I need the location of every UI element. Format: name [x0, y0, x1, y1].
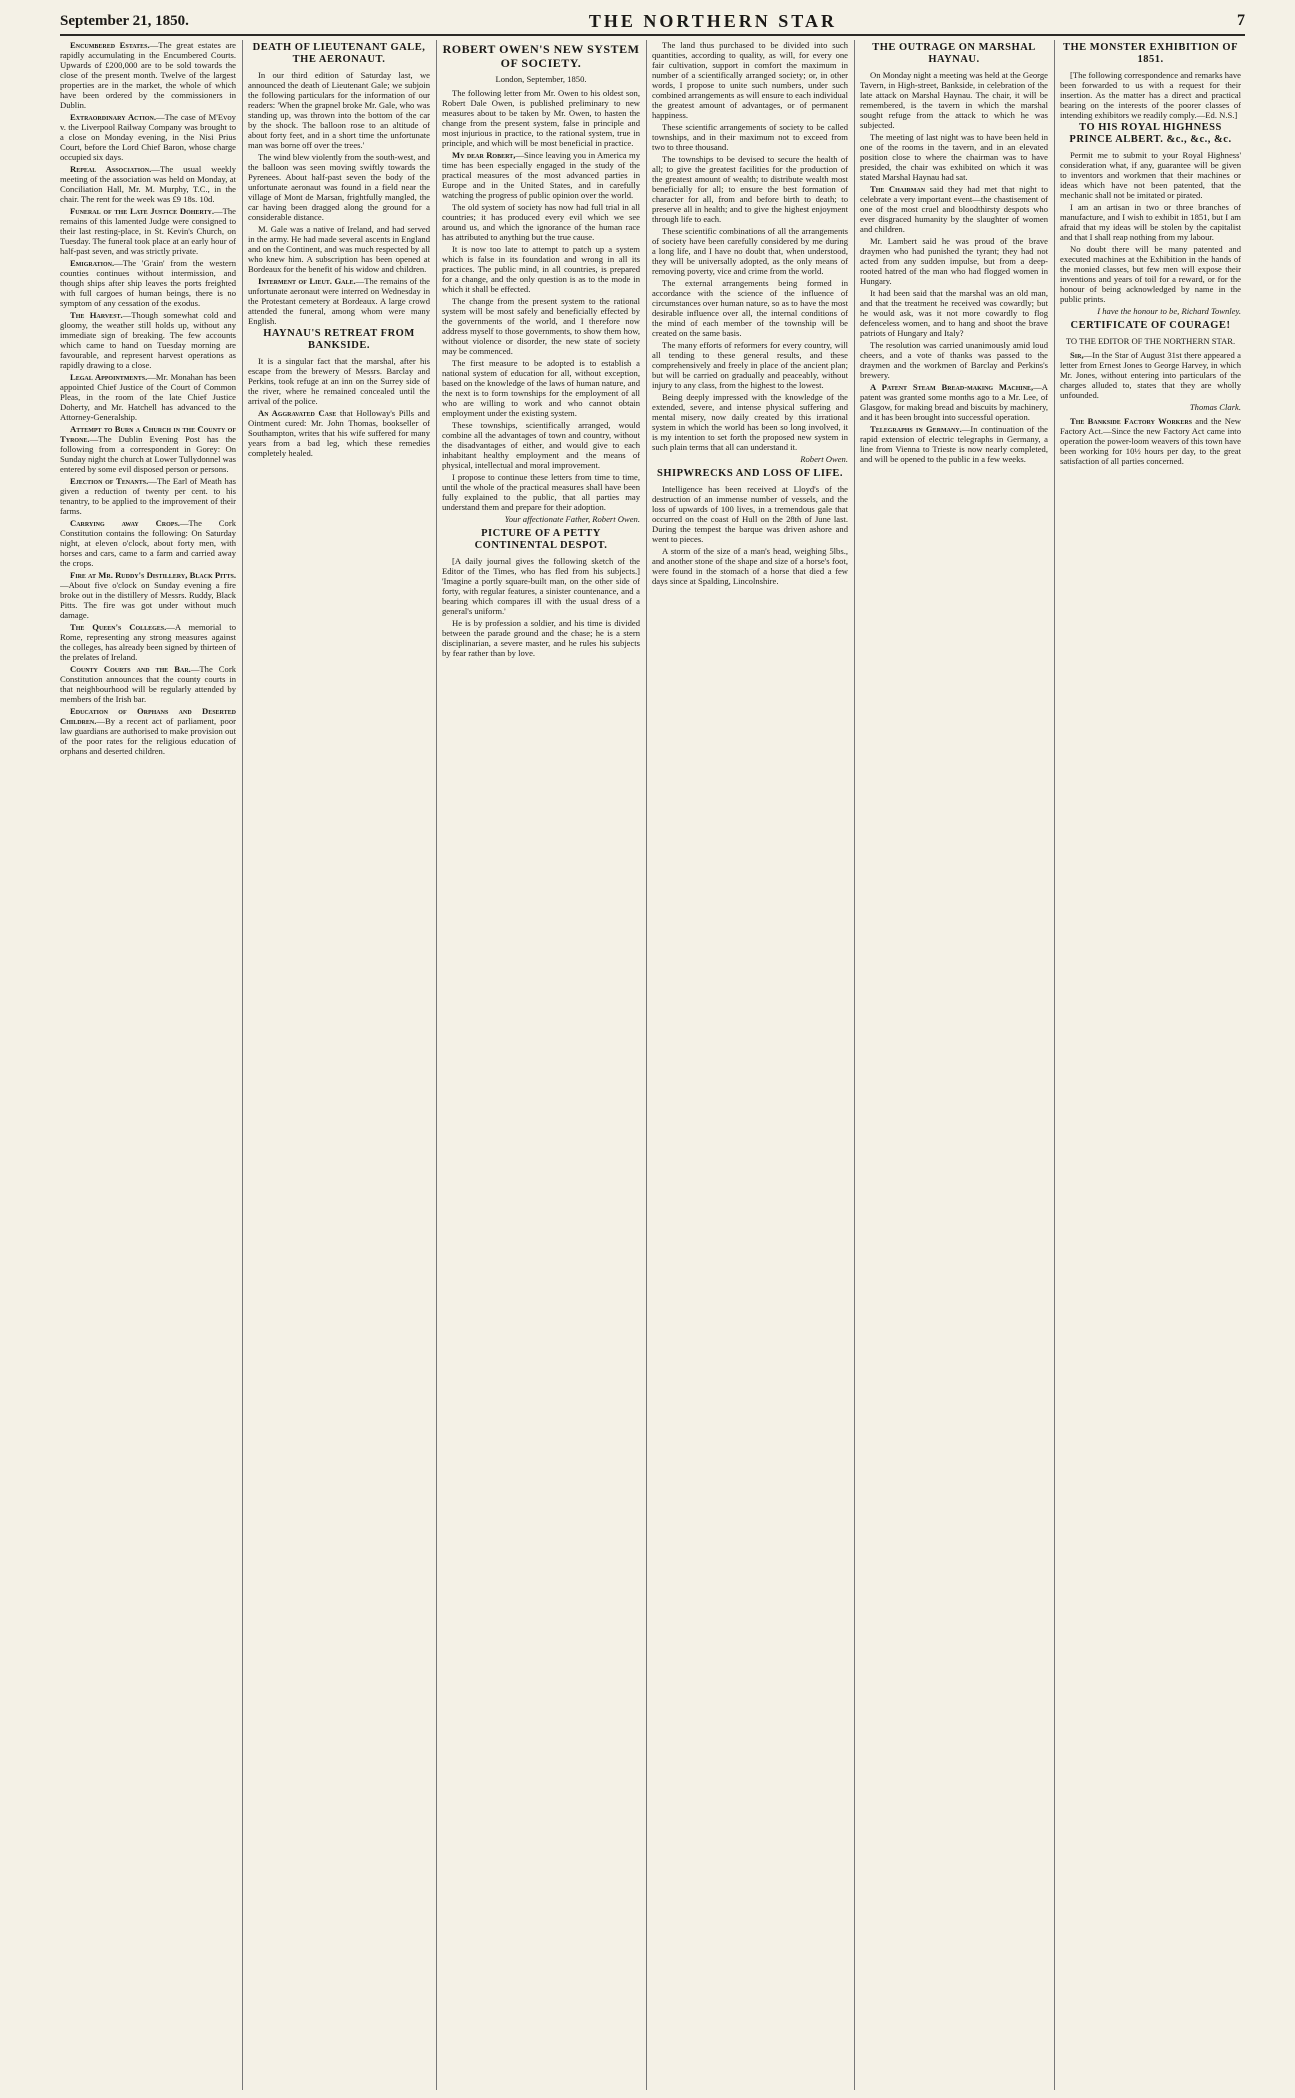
paragraph-text: —Though somewhat cold and gloomy, the weather still holds up, without any immediate sign of breaking. The few accounts which came to hand on Tuesday morning are favourable, and represent harvest operations as rapidly drawing to a close.	[60, 310, 237, 370]
article-paragraph	[442, 202, 640, 242]
article-paragraph	[60, 518, 236, 568]
paragraph-text: I propose to continue these letters from time to time, until the whole of the practical measures shall have been fully explained to the public, that all parties may understand them and prepare for their adoption.	[442, 472, 640, 512]
paragraph-text: The wind blew violently from the south-west, and the balloon was seen moving swiftly towards the Pyrenees. About half-past seven the body of the unfortunate aeronaut was found in a field near the village of Mont de Marsan, frightfully mangled, the car having been dragged along the ground for a considerable distance.	[248, 152, 430, 222]
column-1	[60, 40, 240, 2090]
article-paragraph	[442, 556, 640, 616]
article-signature: Your affectionate Father, Robert Owen.	[504, 514, 640, 524]
article-signature: Thomas Clark.	[1189, 402, 1241, 412]
paragraph-text: It had been said that the marshal was an old man, and that the treatment he received was cowardly; but he would ask, was it not more cowardly to flog defenceless women, and to hang and shoot the brave patriots of Hungary and Italy?	[860, 288, 1048, 338]
paragraph-text: The first measure to be adopted is to establish a national system of education for all, without exception, based on the knowledge of the laws of human nature, and the next is to form townships for the employment of all who are willing to work and who cannot obtain employment under the existing system.	[442, 358, 640, 418]
paragraph-text: and the New Factory Act.—Since the new Factory Act came into operation the power-loom weavers of this town have been working for 10½ hours per day, to the great satisfaction of all parties concerned.	[1060, 416, 1241, 466]
article-paragraph	[442, 150, 640, 200]
article-paragraph	[652, 546, 848, 586]
paragraph-text: The land thus purchased to be divided into such quantities, according to quality, as will, for every one fair cultivation, support in comfort the maximum in number of a scientifically arranged society; or, in other words, I propose to unite such numbers, under such combined arrangements as will ensure to each individual the greatest amount of advantages, or of permanent happiness.	[652, 40, 848, 120]
paragraph-text: —In the Star of August 31st there appeared a letter from Ernest Jones to George Harvey, in which Mr. Jones, without entering into particulars of the charges alluded to, states that they are wholly unfounded.	[1060, 350, 1241, 400]
article-headline: THE OUTRAGE ON MARSHAL HAYNAU.	[872, 42, 1036, 65]
article-paragraph	[652, 392, 848, 452]
article-paragraph	[1060, 70, 1241, 120]
paragraph-text: The change from the present system to the rational system will be most safely and beneficially effected by the governments of the world, and I therefore now address myself to those governments, to show them how, without violence or disorder, the new state of society may be commenced.	[442, 296, 640, 356]
paragraph-text: —The Earl of Meath has given a reduction of twenty per cent. to his tenantry, to be applied to the improvement of their farms.	[60, 476, 236, 516]
paragraph-text: I am an artisan in two or three branches of manufacture, and I wish to exhibit in 1851, but I am afraid that my ideas will be stolen by the capitalist and that I shall reap nothing from my labour.	[1060, 202, 1241, 242]
paragraph-text: M. Gale was a native of Ireland, and had served in the army. He had made several ascents in England and on the Continent, and was much respected by all who knew him. A subscription has been opened at Bordeaux for the benefit of his widow and children.	[248, 224, 430, 274]
paragraph-text: He is by profession a soldier, and his time is divided between the parade ground and the chase; he is a stern disciplinarian, a severe master, and he rules his subjects by fear rather than by love.	[442, 618, 640, 658]
paragraph-text: —A patent was granted some months ago to a Mr. Lee, of Glasgow, for making bread and biscuits by machinery, and it has been brought into successful operation.	[860, 382, 1048, 422]
article-signature: Robert Owen.	[800, 454, 848, 464]
article-paragraph	[1060, 350, 1241, 400]
paragraph-text: A storm of the size of a man's head, weighing 5lbs., and another stone of the shape and size of a horse's foot, were found in the stomach of a horse that died a few days since at Spalding, Lincolnshire.	[652, 546, 848, 586]
article-paragraph	[860, 424, 1048, 464]
article-headline: THE MONSTER EXHIBITION OF 1851.	[1063, 42, 1238, 65]
paragraph-text: —Since leaving you in America my time has been especially engaged in the study of the practical measures of the most advanced parties in Europe and in the United States, and in carefully watching the progress of public opinion over the world.	[442, 150, 640, 200]
paragraph-text: The meeting of last night was to have been held in one of the rooms in the tavern, and in an elevated position close to where the chairman was to have presided, the chair was exhibited on which it was stated Marshal Haynau had sat.	[860, 132, 1048, 182]
article-paragraph	[860, 236, 1048, 286]
column-6	[1054, 40, 1245, 2090]
article-dateline: London, September, 1850.	[495, 74, 587, 84]
paragraph-lead: County Courts and the Bar.	[70, 664, 191, 674]
article-paragraph	[442, 296, 640, 356]
paragraph-text: It is now too late to attempt to patch up a system which is false in its foundation and wrong in all its practices. The public mind, in all countries, is prepared for a change, and the only question is as to the mode in which it shall be effected.	[442, 244, 640, 294]
paragraph-lead: The Chairman	[870, 184, 926, 194]
article-paragraph	[1060, 416, 1241, 466]
paragraph-lead: An Aggravated Case	[258, 408, 337, 418]
paragraph-text: —In continuation of the rapid extension of electric telegraphs in Germany, a line from Vienna to Trieste is now nearly completed, and will be opened to the public in a few weeks.	[860, 424, 1048, 464]
column-5	[854, 40, 1052, 2090]
article-paragraph	[1060, 244, 1241, 304]
paragraph-text: Being deeply impressed with the knowledge of the extended, severe, and intense physical suffering and mental misery, now daily created by this irrational system in which the world has been so long involved, it is my intention to set forth the proposed new system in such plain terms that all can understand it.	[652, 392, 848, 452]
paragraph-text: —About five o'clock on Sunday evening a fire broke out in the distillery of Messrs. Ruddy, Black Pitts. The fire was got under without much damage.	[60, 580, 236, 620]
paragraph-text: The many efforts of reformers for every country, will all tending to these general results, and these comprehensively and freely in place of the ancient plan; but will be carried on gradually and peaceably, without injury to any class, from the highest to the lowest.	[652, 340, 848, 390]
paragraph-text: Permit me to submit to your Royal Highness' consideration what, if any, guarantee will be given to inventors and workmen that their machines or ideas which have not been patented, that the mechanic shall not be imitated or pirated.	[1060, 150, 1241, 200]
paragraph-text: The following letter from Mr. Owen to his oldest son, Robert Dale Owen, is published preliminary to new measures about to be taken by Mr. Owen, to hasten the change from the present system, false in principle and most injurious in practice, to the rational system, true in principle, and which will be most beneficial in practice.	[442, 88, 640, 148]
article-paragraph	[860, 340, 1048, 380]
article-paragraph	[442, 244, 640, 294]
article-paragraph	[248, 356, 430, 406]
article-paragraph	[860, 382, 1048, 422]
masthead	[60, 8, 1245, 36]
article-paragraph	[60, 424, 236, 474]
paragraph-text: The external arrangements being formed in accordance with the science of the influence of circumstances over human nature, so as to have the most desirable influence over all, the internal conditions of the mind of each member of the township will be created on the same basis.	[652, 278, 848, 338]
paragraph-text: These townships, scientifically arranged, would combine all the advantages of town and country, without the disadvantages of either, and would give to each inhabitant healthy employment and the means of physical, intellectual and moral improvement.	[442, 420, 640, 470]
newspaper-title: THE NORTHERN STAR	[588, 10, 837, 31]
article-paragraph	[248, 408, 430, 458]
article-paragraph	[652, 40, 848, 120]
paragraph-lead: Extraordinary Action.	[70, 112, 156, 122]
article-paragraph	[60, 706, 236, 756]
article-paragraph	[860, 132, 1048, 182]
article-paragraph	[860, 70, 1048, 130]
article-signature: I have the honour to be, Richard Townley.	[1097, 306, 1241, 316]
paragraph-lead: Encumbered Estates.	[70, 40, 150, 50]
article-paragraph	[442, 472, 640, 512]
article-paragraph	[60, 258, 236, 308]
article-paragraph	[652, 122, 848, 152]
column-3	[436, 40, 644, 2090]
paragraph-lead: Sir,	[1070, 350, 1084, 360]
paragraph-lead: Emigration.	[70, 258, 115, 268]
paragraph-text: [A daily journal gives the following sketch of the Editor of the Times, who has fled from his subjects.] 'Imagine a portly square-built man, on the other side of forty, with regular features, a sinister countenance, and a bearing which compares ill with the usual dress of a general's uniform.'	[442, 556, 640, 616]
article-paragraph	[60, 622, 236, 662]
article-paragraph	[248, 224, 430, 274]
article-paragraph	[60, 310, 236, 370]
article-paragraph	[1060, 150, 1241, 200]
paragraph-text: —By a recent act of parliament, poor law guardians are authorised to make provision out of the poor rates for the religious education of orphans and deserted children.	[60, 716, 236, 756]
paragraph-text: said they had met that night to celebrate a very important event—the chastisement of one of the most cruel and bloodthirsty despots who ever disgraced humanity by the slaughter of women and children.	[860, 184, 1048, 234]
paragraph-text: No doubt there will be many patented and executed machines at the Exhibition in the hands of the monied classes, but few men will expose their inventions and years of toil for a reward, or for the honour of being acknowledged by name in the public prints.	[1060, 244, 1241, 304]
article-paragraph	[442, 88, 640, 148]
article-paragraph	[860, 288, 1048, 338]
paragraph-lead: Telegraphs in Germany.	[870, 424, 962, 434]
article-paragraph	[60, 570, 236, 620]
article-paragraph	[60, 476, 236, 516]
paragraph-text: —The case of M'Evoy v. the Liverpool Railway Company was brought to a close on Monday evening, in the Nisi Prius Court, before the Lord Chief Baron, whose charge occupied six days.	[60, 112, 236, 162]
article-paragraph	[652, 484, 848, 544]
column-2	[242, 40, 434, 2090]
paragraph-text: The townships to be devised to secure the health of all; to give the greatest facilities for the production of the greatest amount of wealth; to distribute wealth most beneficially for all; to ensure the best formation of character for all, from and before birth to death; to preserve all in health; and to give the highest enjoyment through life to each.	[652, 154, 848, 224]
article-headline: TO HIS ROYAL HIGHNESS PRINCE ALBERT. &c., &c., &c.	[1069, 122, 1232, 145]
paragraph-text: These scientific combinations of all the arrangements of society have been carefully considered by me during a long life, and I have no doubt that, when understood, they will be universally adopted, as the only means of removing poverty, vice and crime from the world.	[652, 226, 848, 276]
article-paragraph	[652, 226, 848, 276]
paragraph-lead: A Patent Steam Bread-making Machine,	[870, 382, 1034, 392]
paragraph-text: Mr. Lambert said he was proud of the brave draymen who had punished the tyrant; they had not acted from any sudden impulse, but from a deep-rooted hatred of the man who had flogged women in Hungary.	[860, 236, 1048, 286]
paragraph-lead: My dear Robert,	[452, 150, 516, 160]
article-paragraph	[860, 184, 1048, 234]
column-4	[646, 40, 852, 2090]
paragraph-lead: The Harvest.	[70, 310, 123, 320]
article-paragraph	[60, 40, 236, 110]
article-paragraph	[442, 420, 640, 470]
paragraph-lead: Ejection of Tenants.	[70, 476, 149, 486]
paragraph-text: —The great estates are rapidly accumulating in the Encumbered Courts. Upwards of £200,000 are to be sold towards the close of the present month. Twelve of the largest properties are in the market, the whole of which have been ordered by the commissioners in Dublin.	[60, 40, 236, 110]
article-columns	[60, 40, 1245, 2090]
paragraph-text: The resolution was carried unanimously amid loud cheers, and a vote of thanks was passed to the draymen and the workmen of Barclay and Perkins's brewery.	[860, 340, 1048, 380]
paragraph-text: —The Cork Constitution announces that the county courts in that neighbourhood will be regularly attended by members of the Irish bar.	[60, 664, 236, 704]
paragraph-text: —The remains of this lamented Judge were consigned to their last resting-place, in St. Kevin's Church, on Tuesday. The funeral took place at an early hour of half-past seven, and was strictly private.	[60, 206, 236, 256]
paragraph-lead: Legal Appointments.	[70, 372, 148, 382]
paragraph-lead: Repeal Association.	[70, 164, 152, 174]
article-paragraph	[652, 340, 848, 390]
paragraph-text: that Holloway's Pills and Ointment cured: Mr. John Thomas, bookseller of Southampton, writes that his wife suffered for many years from a bad leg, which these remedies completely healed.	[248, 408, 430, 458]
article-paragraph	[60, 164, 236, 204]
paragraph-lead: The Queen's Colleges.	[70, 622, 167, 632]
article-paragraph	[248, 152, 430, 222]
paragraph-text: Intelligence has been received at Lloyd's of the destruction of an immense number of vessels, and the loss of upwards of 100 lives, in a tremendous gale that occurred on the coast of Hull on the 28th of June last. During the tempest the barque was driven ashore and went to pieces.	[652, 484, 848, 544]
paragraph-text: —The Cork Constitution contains the following: On Saturday night, at eleven o'clock, about forty men, with horses and cars, came to a farm and carried away the crops.	[60, 518, 236, 568]
paragraph-text: —The 'Grain' from the western counties continues without intermission, and though ships after ship leaves the ports freighted with full cargoes of human beings, there is no symptom of any cessation of the exodus.	[60, 258, 236, 308]
article-headline: HAYNAU'S RETREAT FROM BANKSIDE.	[263, 328, 415, 351]
article-paragraph	[60, 206, 236, 256]
paragraph-lead: The Bankside Factory Workers	[1070, 416, 1193, 426]
paragraph-lead: Attempt to Burn a Church in the County of Tyrone.	[60, 424, 236, 444]
issue-date: September 21, 1850.	[60, 12, 189, 29]
article-paragraph	[442, 358, 640, 418]
paragraph-text: —A memorial to Rome, representing any strong measures against the colleges, has already been signed by thirteen of the prelates of Ireland.	[60, 622, 236, 662]
paragraph-lead: Carrying away Crops.	[70, 518, 180, 528]
paragraph-text: —Mr. Monahan has been appointed Chief Justice of the Court of Common Pleas, in the room of the late Chief Justice Doherty, and Mr. Hatchell has advanced to the Attorney-Generalship.	[60, 372, 236, 422]
article-paragraph	[60, 112, 236, 162]
article-paragraph	[60, 664, 236, 704]
article-paragraph	[442, 618, 640, 658]
article-headline: PICTURE OF A PETTY CONTINENTAL DESPOT.	[474, 528, 608, 551]
paragraph-lead: Education of Orphans and Deserted Children.	[60, 706, 236, 726]
paragraph-text: It is a singular fact that the marshal, after his escape from the brewery of Messrs. Barclay and Perkins, took refuge at an inn on the Surrey side of the river, where he remained concealed until the arrival of the police.	[248, 356, 430, 406]
article-paragraph	[60, 372, 236, 422]
article-paragraph	[248, 70, 430, 150]
article-headline: ROBERT OWEN'S NEW SYSTEM OF SOCIETY.	[442, 42, 640, 70]
article-paragraph	[248, 276, 430, 326]
paragraph-text: On Monday night a meeting was held at the George Tavern, in High-street, Bankside, in celebration of the late attack on Marshal Haynau. The chair, it will be remembered, is the tavern in which the marshal sought refuge from the attack to which he was subjected.	[860, 70, 1048, 130]
article-headline: DEATH OF LIEUTENANT GALE, THE AERONAUT.	[252, 42, 426, 65]
article-headline: SHIPWRECKS AND LOSS OF LIFE.	[656, 468, 844, 479]
paragraph-text: In our third edition of Saturday last, we announced the death of Lieutenant Gale; we subjoin the following particulars for the information of our readers: 'When the grapnel broke Mr. Gale, who was standing up, was thrown into the bottom of the car by the shock. The balloon rose to an altitude of about forty feet, and in a short time the unfortunate man was borne off over the trees.'	[248, 70, 430, 150]
paragraph-text: These scientific arrangements of society to be called townships, and in their maximum not to exceed from two to three thousand.	[652, 122, 848, 152]
paragraph-text: —The remains of the unfortunate aeronaut were interred on Wednesday in the Protestant cemetery at Bordeaux. A large crowd attended the funeral, among whom were many English.	[248, 276, 430, 326]
paragraph-text: —The Dublin Evening Post has the following from a correspondent in Gorey: On Sunday night the church at Lower Tullydonnel was entered by some evil disposed person or persons.	[60, 434, 236, 474]
article-paragraph	[1060, 202, 1241, 242]
paragraph-text: [The following correspondence and remarks have been forwarded to us with a request for their insertion. As the matter has a direct and practical bearing on the interests of the poorer classes of intending exhibitors we readily comply.—Ed. N.S.]	[1060, 70, 1241, 120]
paragraph-lead: Fire at Mr. Ruddy's Distillery, Black Pitts.	[70, 570, 236, 580]
paragraph-text: The old system of society has now had full trial in all countries; it has produced every evil which we see around us, and which the ignorance of the human race has attributed to anything but the true cause.	[442, 202, 640, 242]
paragraph-lead: Interment of Lieut. Gale.	[258, 276, 356, 286]
article-dateline: TO THE EDITOR OF THE NORTHERN STAR.	[1065, 336, 1236, 346]
paragraph-text: —The usual weekly meeting of the association was held on Monday, at Conciliation Hall, Mr. M. Murphy, T.C., in the chair. The rent for the week was £9 18s. 10d.	[60, 164, 236, 204]
article-paragraph	[652, 154, 848, 224]
article-paragraph	[652, 278, 848, 338]
page-number: 7	[1237, 12, 1245, 29]
paragraph-lead: Funeral of the Late Justice Doherty.	[70, 206, 215, 216]
article-headline: CERTIFICATE OF COURAGE!	[1070, 320, 1231, 331]
